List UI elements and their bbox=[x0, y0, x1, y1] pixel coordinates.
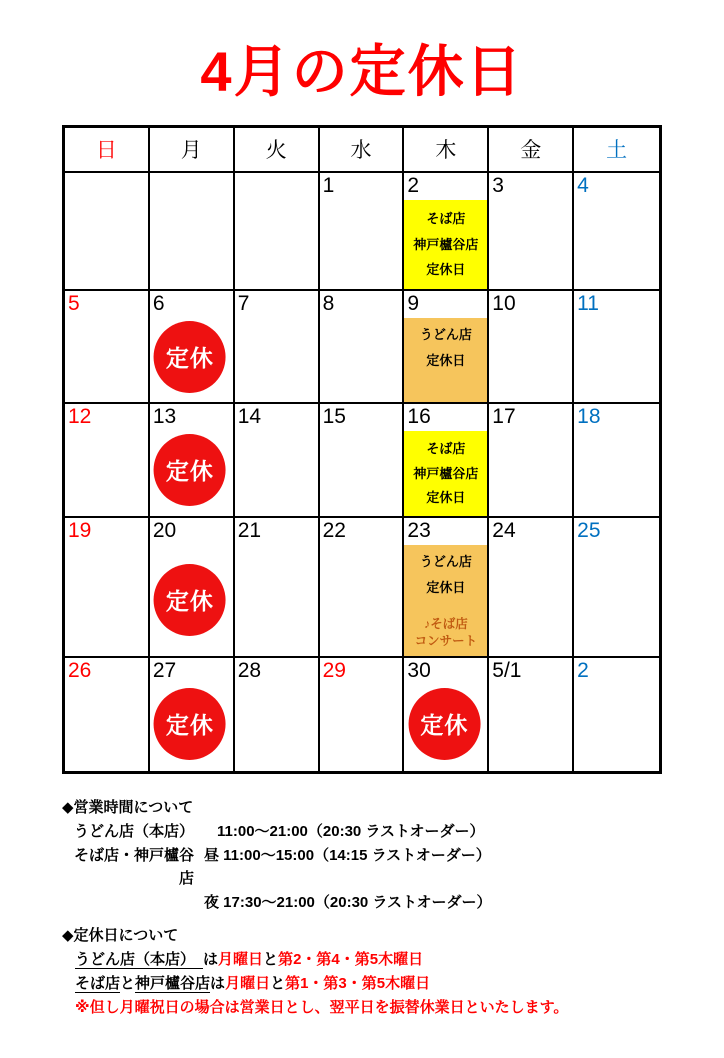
closed-stamp-label: 定休 bbox=[420, 712, 469, 739]
soba-concert-note bbox=[404, 616, 487, 651]
closed-rule-soba bbox=[75, 972, 724, 995]
closed-stamp-label: 定休 bbox=[165, 345, 214, 372]
hours-row-soba-day bbox=[62, 844, 724, 890]
date-number: 8 bbox=[322, 291, 335, 315]
box-line: 定休日 bbox=[426, 262, 466, 278]
date-number: 15 bbox=[322, 404, 346, 428]
udon-closed-box bbox=[404, 318, 487, 402]
date-number: 14 bbox=[237, 404, 262, 428]
soba-branch-name: 神戸櫨谷店 bbox=[135, 974, 211, 992]
box-line: 神戸櫨谷店 bbox=[413, 236, 479, 252]
empty-label bbox=[62, 891, 194, 914]
date-number: 21 bbox=[237, 518, 262, 542]
date-number: 7 bbox=[237, 291, 250, 315]
day-cell-1 bbox=[320, 173, 405, 291]
date-number: 24 bbox=[492, 518, 516, 542]
closed-stamp-label: 定休 bbox=[165, 588, 214, 615]
day-cell-29 bbox=[320, 658, 405, 771]
soba-thursdays: 第1・第3・第5木曜日 bbox=[285, 974, 431, 992]
soba-shop-name: そば店 bbox=[75, 974, 121, 992]
day-cell-8 bbox=[320, 291, 405, 404]
day-cell-20 bbox=[150, 518, 235, 658]
weekday-friday: 金 bbox=[489, 128, 574, 173]
date-number: 12 bbox=[68, 404, 92, 428]
calendar-grid bbox=[62, 125, 662, 774]
particle: と bbox=[120, 974, 136, 992]
date-number: 17 bbox=[492, 404, 516, 428]
date-number: 25 bbox=[577, 518, 601, 542]
day-cell-empty bbox=[150, 173, 235, 291]
day-cell-24 bbox=[489, 518, 574, 658]
box-line: 神戸櫨谷店 bbox=[413, 465, 479, 481]
date-number: 28 bbox=[237, 658, 262, 682]
day-cell-may-2 bbox=[574, 658, 659, 771]
day-cell-16 bbox=[404, 404, 489, 518]
soba-monday: 月曜日 bbox=[225, 974, 271, 992]
date-number: 26 bbox=[68, 658, 92, 682]
date-number: 9 bbox=[407, 291, 420, 315]
day-cell-6 bbox=[150, 291, 235, 404]
weekday-tuesday: 火 bbox=[235, 128, 320, 173]
date-number: 6 bbox=[152, 291, 165, 315]
day-cell-9 bbox=[404, 291, 489, 404]
soba-hours-day: 昼 11:00～15:00（14:15 ラストオーダー） bbox=[204, 846, 491, 864]
soba-closed-box bbox=[404, 431, 487, 516]
day-cell-10 bbox=[489, 291, 574, 404]
particle: は bbox=[210, 974, 226, 992]
date-number: 3 bbox=[492, 173, 504, 197]
day-cell-may-1 bbox=[489, 658, 574, 771]
closed-stamp bbox=[408, 688, 480, 760]
soba-closed-box bbox=[404, 200, 487, 289]
day-cell-23 bbox=[404, 518, 489, 658]
udon-thursdays: 第2・第4・第5木曜日 bbox=[278, 950, 424, 968]
day-cell-5 bbox=[65, 291, 150, 404]
udon-shop-name: うどん店（本店） bbox=[75, 951, 203, 969]
date-number: 19 bbox=[68, 518, 92, 542]
holiday-substitution-note: ※但し月曜祝日の場合は営業日とし、翌平日を振替休業日といたします。 bbox=[75, 998, 569, 1016]
day-cell-empty bbox=[65, 173, 150, 291]
date-number: 22 bbox=[322, 518, 346, 542]
udon-closed-box bbox=[404, 545, 487, 656]
closed-stamp bbox=[154, 564, 226, 636]
box-line: そば店 bbox=[426, 211, 466, 227]
day-cell-2 bbox=[404, 173, 489, 291]
closed-stamp-label: 定休 bbox=[165, 712, 214, 739]
date-number: 27 bbox=[152, 658, 177, 682]
closed-rule-udon bbox=[75, 948, 724, 971]
day-cell-13 bbox=[150, 404, 235, 518]
closed-stamp bbox=[154, 321, 226, 393]
date-number: 18 bbox=[577, 404, 601, 428]
day-cell-7 bbox=[235, 291, 320, 404]
hours-heading: ◆営業時間について bbox=[62, 798, 194, 816]
date-number: 5 bbox=[68, 291, 80, 315]
box-line: 定休日 bbox=[426, 490, 466, 506]
date-number: 29 bbox=[322, 658, 346, 682]
box-line: うどん店 bbox=[419, 326, 472, 342]
day-cell-21 bbox=[235, 518, 320, 658]
box-line: うどん店 bbox=[419, 553, 472, 569]
box-line: 定休日 bbox=[426, 579, 466, 595]
closed-stamp bbox=[154, 434, 226, 506]
hours-row-udon bbox=[62, 820, 724, 843]
box-line: そば店 bbox=[426, 441, 466, 457]
soba-shop-label: そば店・神戸櫨谷店 bbox=[73, 846, 194, 887]
date-number: 2 bbox=[407, 173, 420, 197]
date-number: 11 bbox=[577, 291, 599, 315]
date-number: 23 bbox=[407, 518, 431, 542]
weekday-sunday: 日 bbox=[65, 128, 150, 173]
closed-stamp-label: 定休 bbox=[165, 458, 214, 485]
day-cell-19 bbox=[65, 518, 150, 658]
closed-stamp bbox=[154, 688, 226, 760]
date-number: 16 bbox=[407, 404, 431, 428]
page-title: 4月の定休日 bbox=[200, 40, 524, 103]
weekday-thursday: 木 bbox=[404, 128, 489, 173]
udon-monday: 月曜日 bbox=[218, 950, 264, 968]
date-number: 20 bbox=[152, 518, 177, 542]
date-number: 10 bbox=[492, 291, 516, 315]
date-number: 2 bbox=[577, 658, 589, 682]
day-cell-30 bbox=[404, 658, 489, 771]
udon-hours: 11:00～21:00（20:30 ラストオーダー） bbox=[217, 822, 485, 840]
closed-days-section bbox=[62, 924, 724, 1019]
weekday-wednesday: 水 bbox=[320, 128, 405, 173]
box-line: 定休日 bbox=[426, 352, 466, 368]
day-cell-14 bbox=[235, 404, 320, 518]
day-cell-28 bbox=[235, 658, 320, 771]
particle: と bbox=[263, 950, 279, 968]
particle: は bbox=[203, 950, 219, 968]
hours-row-soba-night bbox=[62, 891, 724, 914]
day-cell-3 bbox=[489, 173, 574, 291]
weekday-monday: 月 bbox=[150, 128, 235, 173]
day-cell-18 bbox=[574, 404, 659, 518]
date-number: 30 bbox=[407, 658, 431, 682]
day-cell-11 bbox=[574, 291, 659, 404]
day-cell-27 bbox=[150, 658, 235, 771]
event-line: ♪そば店 bbox=[423, 616, 468, 631]
footer-notes bbox=[62, 796, 724, 1019]
closed-days-heading: ◆定休日について bbox=[62, 926, 179, 944]
day-cell-4 bbox=[574, 173, 659, 291]
day-cell-15 bbox=[320, 404, 405, 518]
date-number: 1 bbox=[322, 173, 335, 197]
udon-shop-label: うどん店（本店） bbox=[73, 822, 194, 840]
date-number: 13 bbox=[152, 404, 177, 428]
date-number: 4 bbox=[577, 173, 589, 197]
day-cell-17 bbox=[489, 404, 574, 518]
day-cell-12 bbox=[65, 404, 150, 518]
weekday-saturday: 土 bbox=[574, 128, 659, 173]
soba-hours-night: 夜 17:30～21:00（20:30 ラストオーダー） bbox=[204, 893, 492, 911]
day-cell-empty bbox=[235, 173, 320, 291]
day-cell-22 bbox=[320, 518, 405, 658]
date-number: 5/1 bbox=[492, 658, 522, 682]
day-cell-25 bbox=[574, 518, 659, 658]
day-cell-26 bbox=[65, 658, 150, 771]
event-line: コンサート bbox=[414, 634, 478, 649]
particle: と bbox=[270, 974, 286, 992]
